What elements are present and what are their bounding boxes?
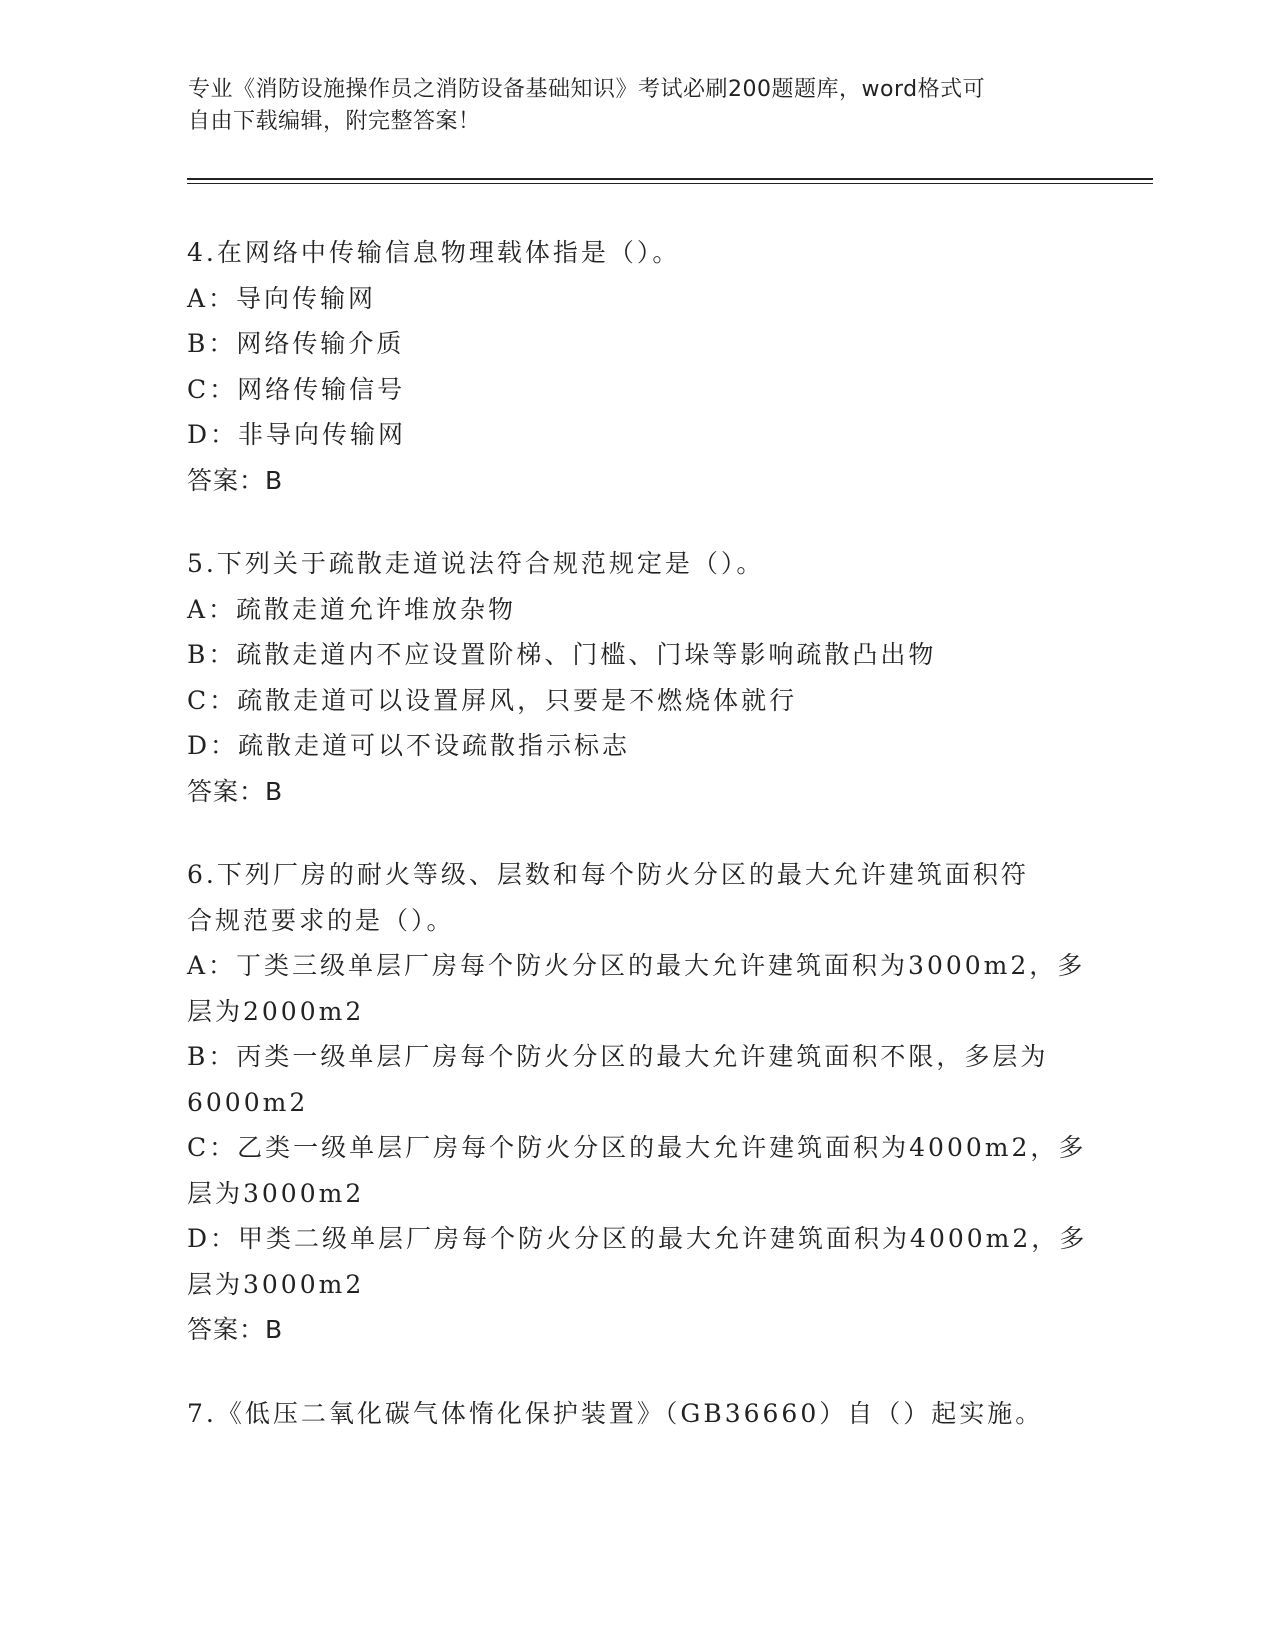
question-stem: 5.下列关于疏散走道说法符合规范规定是（）。 — [187, 549, 765, 578]
answer-option: C：网络传输信号 — [187, 374, 406, 404]
question-stem: 4.在网络中传输信息物理载体指是（）。 — [187, 238, 681, 267]
answer-option: 层为2000m2 — [187, 996, 365, 1026]
header-divider-thin — [187, 183, 1153, 184]
answer-option: C：疏散走道可以设置屏风，只要是不燃烧体就行 — [187, 685, 798, 715]
answer-key: 答案：B — [187, 1315, 284, 1344]
question-block — [187, 852, 1087, 1353]
answer-option: 层为3000m2 — [187, 1269, 365, 1299]
answer-option: B：网络传输介质 — [187, 329, 405, 358]
question-stem: 6.下列厂房的耐火等级、层数和每个防火分区的最大允许建筑面积符 — [187, 860, 1029, 889]
document-header — [188, 74, 1068, 138]
answer-option: D：甲类二级单层厂房每个防火分区的最大允许建筑面积为4000m2，多 — [187, 1224, 1088, 1253]
answer-option: A：丁类三级单层厂房每个防火分区的最大允许建筑面积为3000m2，多 — [187, 951, 1086, 980]
header-line-2: 自由下载编辑，附完整答案！ — [188, 109, 481, 134]
answer-key: 答案：B — [187, 465, 284, 495]
answer-key: 答案：B — [187, 776, 284, 806]
answer-option: B：丙类一级单层厂房每个防火分区的最大允许建筑面积不限，多层为 — [187, 1042, 1049, 1071]
question-block — [187, 541, 1087, 814]
answer-option: 层为3000m2 — [187, 1178, 365, 1208]
question-stem: 合规范要求的是（）。 — [187, 905, 455, 935]
question-stem: 7.《低压二氧化碳气体惰化保护装置》（GB36660）自（）起实施。 — [187, 1398, 1044, 1428]
answer-option: A：疏散走道允许堆放杂物 — [187, 594, 517, 624]
question-list — [187, 230, 1087, 1474]
answer-option: C：乙类一级单层厂房每个防火分区的最大允许建筑面积为4000m2，多 — [187, 1133, 1087, 1162]
answer-option: A：导向传输网 — [187, 283, 377, 313]
answer-option: 6000m2 — [187, 1087, 309, 1117]
question-block — [187, 1391, 1087, 1437]
header-divider-thick — [187, 178, 1153, 180]
answer-option: D：疏散走道可以不设疏散指示标志 — [187, 731, 631, 760]
question-block — [187, 230, 1087, 503]
answer-option: B：疏散走道内不应设置阶梯、门槛、门垛等影响疏散凸出物 — [187, 640, 937, 669]
header-line-1: 专业《消防设施操作员之消防设备基础知识》考试必刷200题题库，word格式可 — [188, 77, 986, 102]
answer-option: D：非导向传输网 — [187, 420, 407, 449]
